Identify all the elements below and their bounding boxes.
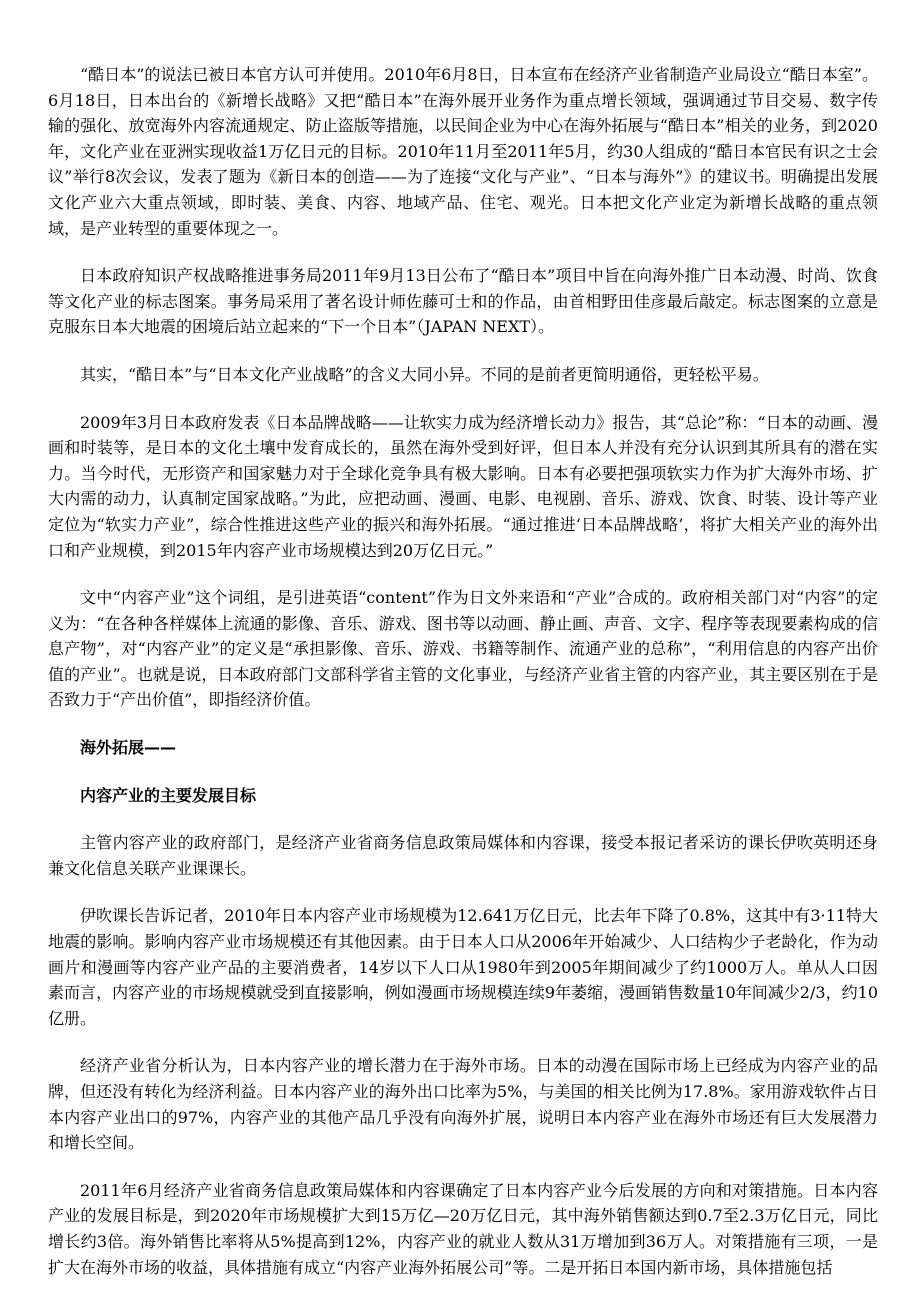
section-heading-goals: 内容产业的主要发展目标	[80, 785, 257, 805]
paragraph-development-goals: 2011年6月经济产业省商务信息政策局媒体和内容课确定了日本内容产业今后发展的方向和对策措施。日本内容产业的发展目标是，到2020年市场规模扩大到15万亿—20万亿日元，其中海外销售额达到0.7至2.3万亿日元，同比增长约3倍。海外销售比率将从5%提高到12%，内容产业的就业人数从31万增加到36万人。对策措施有三项，一是扩大在海外市场的收益，具体措施有成立“内容产业海外拓展公司”等。二是开拓日本国内新市场，具体措施包括	[48, 1180, 878, 1277]
paragraph-cool-japan-official: “酷日本”的说法已被日本官方认可并使用。2010年6月8日，日本宣布在经济产业省制造产业局设立“酷日本室”。6月18日，日本出台的《新增长战略》又把“酷日本”在海外展开业务作为重点增长领域，强调通过节目交易、数字传输的强化、放宽海外内容流通规定、防止盗版等措施，以民间企业为中心在海外拓展与“酷日本”相关的业务，到2020年，文化产业在亚洲实现收益1万亿日元的目标。2010年11月至2011年5月，约30人组成的“酷日本官民有识之士会议”举行8次会议，发表了题为《新日本的创造——为了连接“文化与产业”、“日本与海外”》的建议书。明确提出发展文化产业六大重点领域，即时装、美食、内容、地域产品、住宅、观光。日本把文化产业定为新增长战略的重点领域，是产业转型的重要体现之一。	[48, 65, 878, 238]
paragraph-ministry: 主管内容产业的政府部门，是经济产业省商务信息政策局媒体和内容课，接受本报记者采访的课长伊吹英明还身兼文化信息关联产业课课长。	[48, 833, 878, 878]
paragraph-logo-announcement: 日本政府知识产权战略推进事务局2011年9月13日公布了“酷日本”项目中旨在向海外推广日本动漫、时尚、饮食等文化产业的标志图案。事务局采用了著名设计师佐藤可士和的作品，由首相野田佳彦最后敲定。标志图案的立意是克服东日本大地震的困境后站立起来的“下一个日本”（JAPAN NEXT）。	[48, 266, 878, 337]
document-page	[48, 62, 878, 1302]
paragraph-overseas-potential: 经济产业省分析认为，日本内容产业的增长潜力在于海外市场。日本的动漫在国际市场上已经成为内容产业的品牌，但还没有转化为经济利益。日本内容产业的海外出口比率为5%，与美国的相关比例为17.8%。家用游戏软件占日本内容产业出口的97%，内容产业的其他产品几乎没有向海外扩展，说明日本内容产业在海外市场还有巨大发展潜力和增长空间。	[48, 1056, 878, 1153]
section-heading-overseas: 海外拓展——	[80, 738, 177, 758]
paragraph-content-definition: 文中“内容产业”这个词组，是引进英语“content”作为日文外来语和“产业”合成的。政府相关部门对“内容”的定义为：“在各种各样媒体上流通的影像、音乐、游戏、图书等以动画、静止画、声音、文字、程序等表现要素构成的信息产物”，对“内容产业”的定义是“承担影像、音乐、游戏、书籍等制作、流通产业的总称”，“利用信息的内容产出价值的产业”。也就是说，日本政府部门文部科学省主管的文化事业，与经济产业省主管的内容产业，其主要区别在于是否致力于“产出价值”，即指经济价值。	[48, 588, 878, 710]
paragraph-brand-strategy: 2009年3月日本政府发表《日本品牌战略——让软实力成为经济增长动力》报告，其“总论”称：“日本的动画、漫画和时装等，是日本的文化土壤中发育成长的，虽然在海外受到好评，但日本人并没有充分认识到其所具有的潜在实力。当今时代，无形资产和国家魅力对于全球化竞争具有极大影响。日本有必要把强项软实力作为扩大海外市场、扩大内需的动力，认真制定国家战略。”为此，应把动画、漫画、电影、电视剧、音乐、游戏、饮食、时装、设计等产业定位为“软实力产业”，综合性推进这些产业的振兴和海外拓展。“通过推进‘日本品牌战略’，将扩大相关产业的海外出口和产业规模，到2015年内容产业市场规模达到20万亿日元。”	[48, 412, 878, 560]
paragraph-comparison: 其实，“酷日本”与“日本文化产业战略”的含义大同小异。不同的是前者更简明通俗，更轻松平易。	[80, 364, 769, 384]
paragraph-market-size: 伊吹课长告诉记者，2010年日本内容产业市场规模为12.641万亿日元，比去年下降了0.8%，这其中有3·11特大地震的影响。影响内容产业市场规模还有其他因素。由于日本人口从2006年开始减少、人口结构少子老龄化，作为动画片和漫画等内容产业产品的主要消费者，14岁以下人口从1980年到2005年期间减少了约1000万人。单从人口因素而言，内容产业的市场规模就受到直接影响，例如漫画市场规模连续9年萎缩，漫画销售数量10年间减少2/3，约10亿册。	[48, 906, 878, 1028]
